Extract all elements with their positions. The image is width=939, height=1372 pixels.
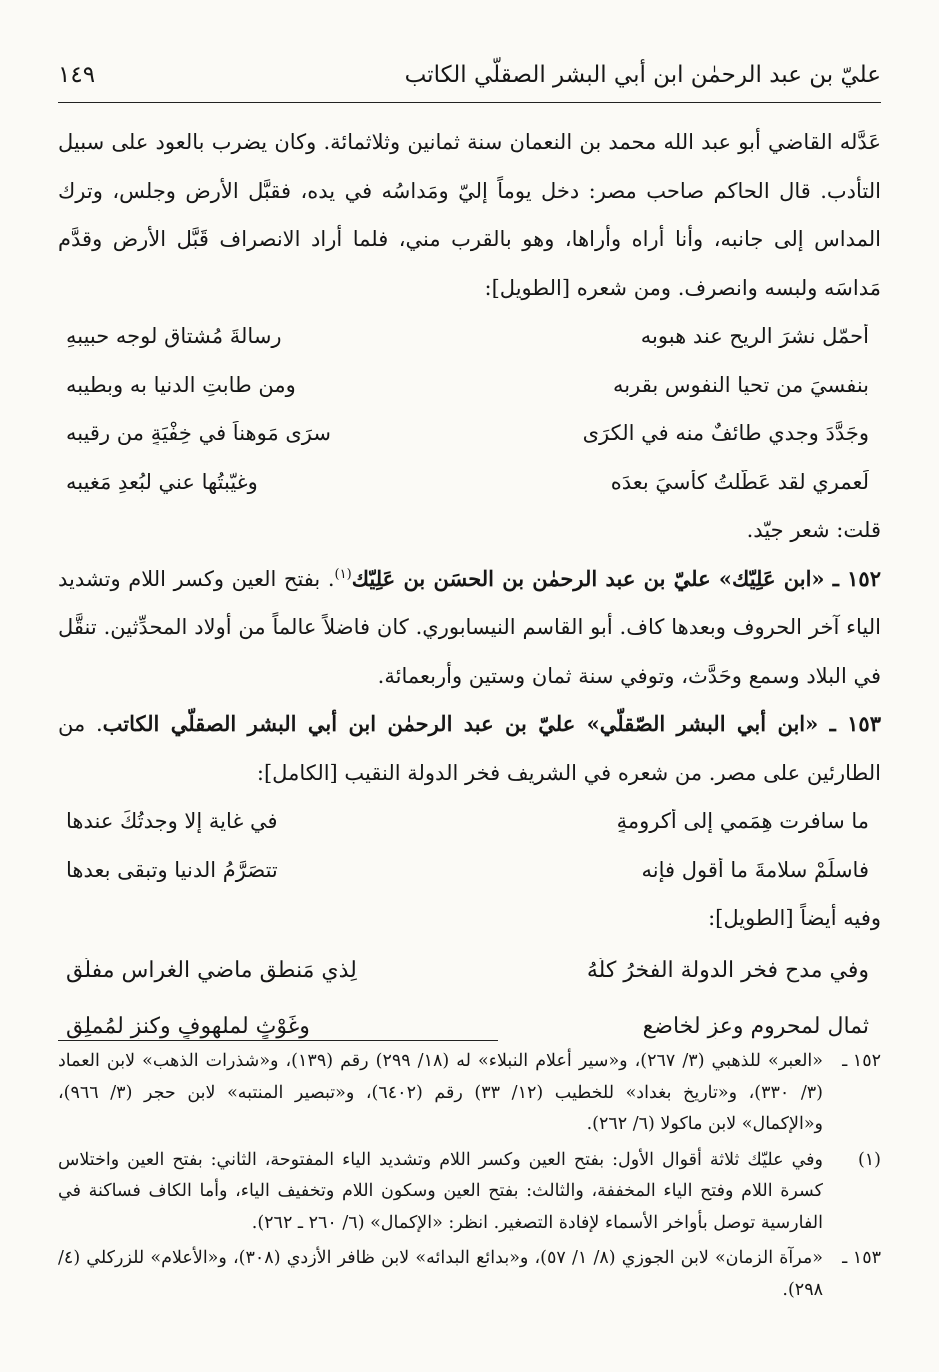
running-title: عليّ بن عبد الرحمٰن ابن أبي البشر الصقلّي الكاتب bbox=[404, 62, 881, 88]
verse bbox=[66, 458, 869, 507]
page-number: ١٤٩ bbox=[58, 62, 96, 88]
verse bbox=[66, 797, 869, 846]
verse bbox=[66, 943, 869, 999]
verse-second-hemistich: سرَى مَوهناً في خِفْيَةٍ من رقيبه bbox=[66, 421, 331, 446]
footnote-label: ١٥٢ ـ bbox=[842, 1051, 881, 1071]
verse-second-hemistich: وغَوْثٍ لملهوفٍ وكنزٍ لمُملِقِ bbox=[66, 1014, 310, 1039]
footnote bbox=[58, 1046, 881, 1141]
verse-second-hemistich: لِذي مَنطقٍ ماضي الغراس مفلّقِ bbox=[66, 958, 357, 983]
verse-first-hemistich: فاسلَمْ سلامةَ ما أقول فإنه bbox=[641, 857, 869, 882]
verse-second-hemistich: وغيّبتُها عني لبُعدِ مَغيبه bbox=[66, 469, 258, 494]
verse-first-hemistich: أُحمّل نشرَ الريح عند هبوبه bbox=[640, 324, 869, 349]
poem-intro-line: وفيه أيضاً [الطويل]: bbox=[708, 906, 881, 930]
verse bbox=[66, 312, 869, 361]
verse-first-hemistich: لَعمري لقد عَطَّلتُ كأسيَ بعدَه bbox=[610, 469, 869, 494]
verse bbox=[66, 361, 869, 410]
entry-152-text: . بفتح العين وكسر اللام وتشديد الياء آخر الحروف وبعدها كاف. أبو القاسم النيسابوري. كان فاضلاً عالماً من أولاد المحدِّثين. تنقَّل في البلاد وسمع وحَدَّث، وتوفي سنة ثمان وستين وأربعمائة. bbox=[58, 566, 881, 688]
footnote-text: «العبر» للذهبي (٣/ ٢٦٧)، و«سير أعلام النبلاء» له (١٨/ ٢٩٩) رقم (١٣٩)، و«شذرات الذهب» لابن العماد (٣/ ٣٣٠)، و«تاريخ بغداد» للخطيب (١٢/ ٣٣) رقم (٦٤٠٢)، و«تبصير المنتبه» لابن حجر (٣/ ٩٦٦)، و«الإكمال» لابن ماكولا (٦/ ٢٦٢). bbox=[58, 1051, 823, 1134]
verse bbox=[66, 846, 869, 895]
poem-kamil bbox=[66, 797, 869, 894]
entry-153-text: . من الطارئين على مصر. من شعره في الشريف فخر الدولة النقيب [الكامل]: bbox=[58, 712, 881, 785]
entry-153 bbox=[58, 700, 881, 797]
verse-first-hemistich: وفي مدح فخر الدولة الفخرُ كلُّهُ bbox=[586, 958, 869, 983]
entry-153-heading: ١٥٣ ـ «ابن أبي البشر الصّقلّي» عليّ بن عبد الرحمٰن ابن أبي البشر الصقلّي الكاتب bbox=[102, 711, 881, 736]
intro-paragraph: عَدَّله القاضي أبو عبد الله محمد بن النعمان سنة ثمانين وثلاثمائة. وكان يضرب بالعود على سبيل التأدب. قال الحاكم صاحب مصر: دخل يوماً إليّ ومَداسُه في يده، فقبَّل الأرض وجلس، وترك المداس إلى جانبه، وأنا أراه وأراها، وهو بالقرب مني، فلما أراد الانصراف قَبَّل الأرض وقدَّم مَداسَه ولبسه وانصرف. ومن شعره [الطويل]: bbox=[58, 130, 881, 300]
footnotes bbox=[58, 1046, 881, 1306]
footnote-marker: (١) bbox=[334, 566, 352, 582]
verse bbox=[66, 409, 869, 458]
verse-second-hemistich: ومن طابتِ الدنيا به وبطيبه bbox=[66, 372, 296, 397]
verse-second-hemistich: في غاية إلا وجدتُكَ عندها bbox=[66, 809, 278, 834]
verse-first-hemistich: بنفسيَ من تحيا النفوس بقربه bbox=[613, 372, 869, 397]
poem-tawil-1 bbox=[66, 312, 869, 506]
verse-first-hemistich: وجَدَّدَ وجدي طائفٌ منه في الكرَى bbox=[582, 421, 869, 446]
footnote-label: (١) bbox=[857, 1149, 881, 1170]
verse-second-hemistich: رسالةَ مُشتاقٍ لوجه حبيبهِ bbox=[66, 324, 282, 349]
entry-152 bbox=[58, 555, 881, 701]
main-text bbox=[58, 118, 881, 1055]
footnote-text: وفي عليّك ثلاثة أقوال الأول: بفتح العين وكسر اللام وتشديد الياء المفتوحة، الثاني: بفتح العين واختلاس كسرة اللام وفتح الياء المخففة، والثالث: بفتح العين وسكون اللام وتخفيف الياء، وأما الكاف فساكنة في الفارسية توصل بأواخر الأسماء لإفادة التصغير. انظر: «الإكمال» (٦/ ٢٦٠ ـ ٢٦٢). bbox=[58, 1149, 823, 1233]
footnote-separator bbox=[58, 1040, 498, 1041]
verse-first-hemistich: ما سافرت هِمَمي إلى أكرومةٍ bbox=[616, 809, 869, 834]
entry-152-heading: ١٥٢ ـ «ابن عَلِيّك» عليّ بن عبد الرحمٰن بن الحسَن بن عَلِيّك bbox=[351, 565, 881, 591]
footnote-text: «مرآة الزمان» لابن الجوزي (٨/ ١/ ٥٧)، و«بدائع البدائه» لابن ظافر الأزدي (٣٠٨)، و«الأعلام» للزركلي (٤/ ٢٩٨). bbox=[58, 1248, 824, 1300]
page-header bbox=[58, 52, 881, 103]
poem-tawil-2 bbox=[66, 943, 869, 1055]
verse-second-hemistich: تتصَرَّمُ الدنيا وتبقى بعدها bbox=[66, 857, 278, 882]
footnote bbox=[58, 1145, 881, 1240]
author-comment: قلت: شعر جيّد. bbox=[746, 518, 881, 542]
footnote-label: ١٥٣ ـ bbox=[842, 1248, 881, 1268]
verse-first-hemistich: ثمال لمحرومٍ وعزٍ لخاضعٍ bbox=[642, 1014, 869, 1039]
footnote bbox=[58, 1243, 881, 1306]
